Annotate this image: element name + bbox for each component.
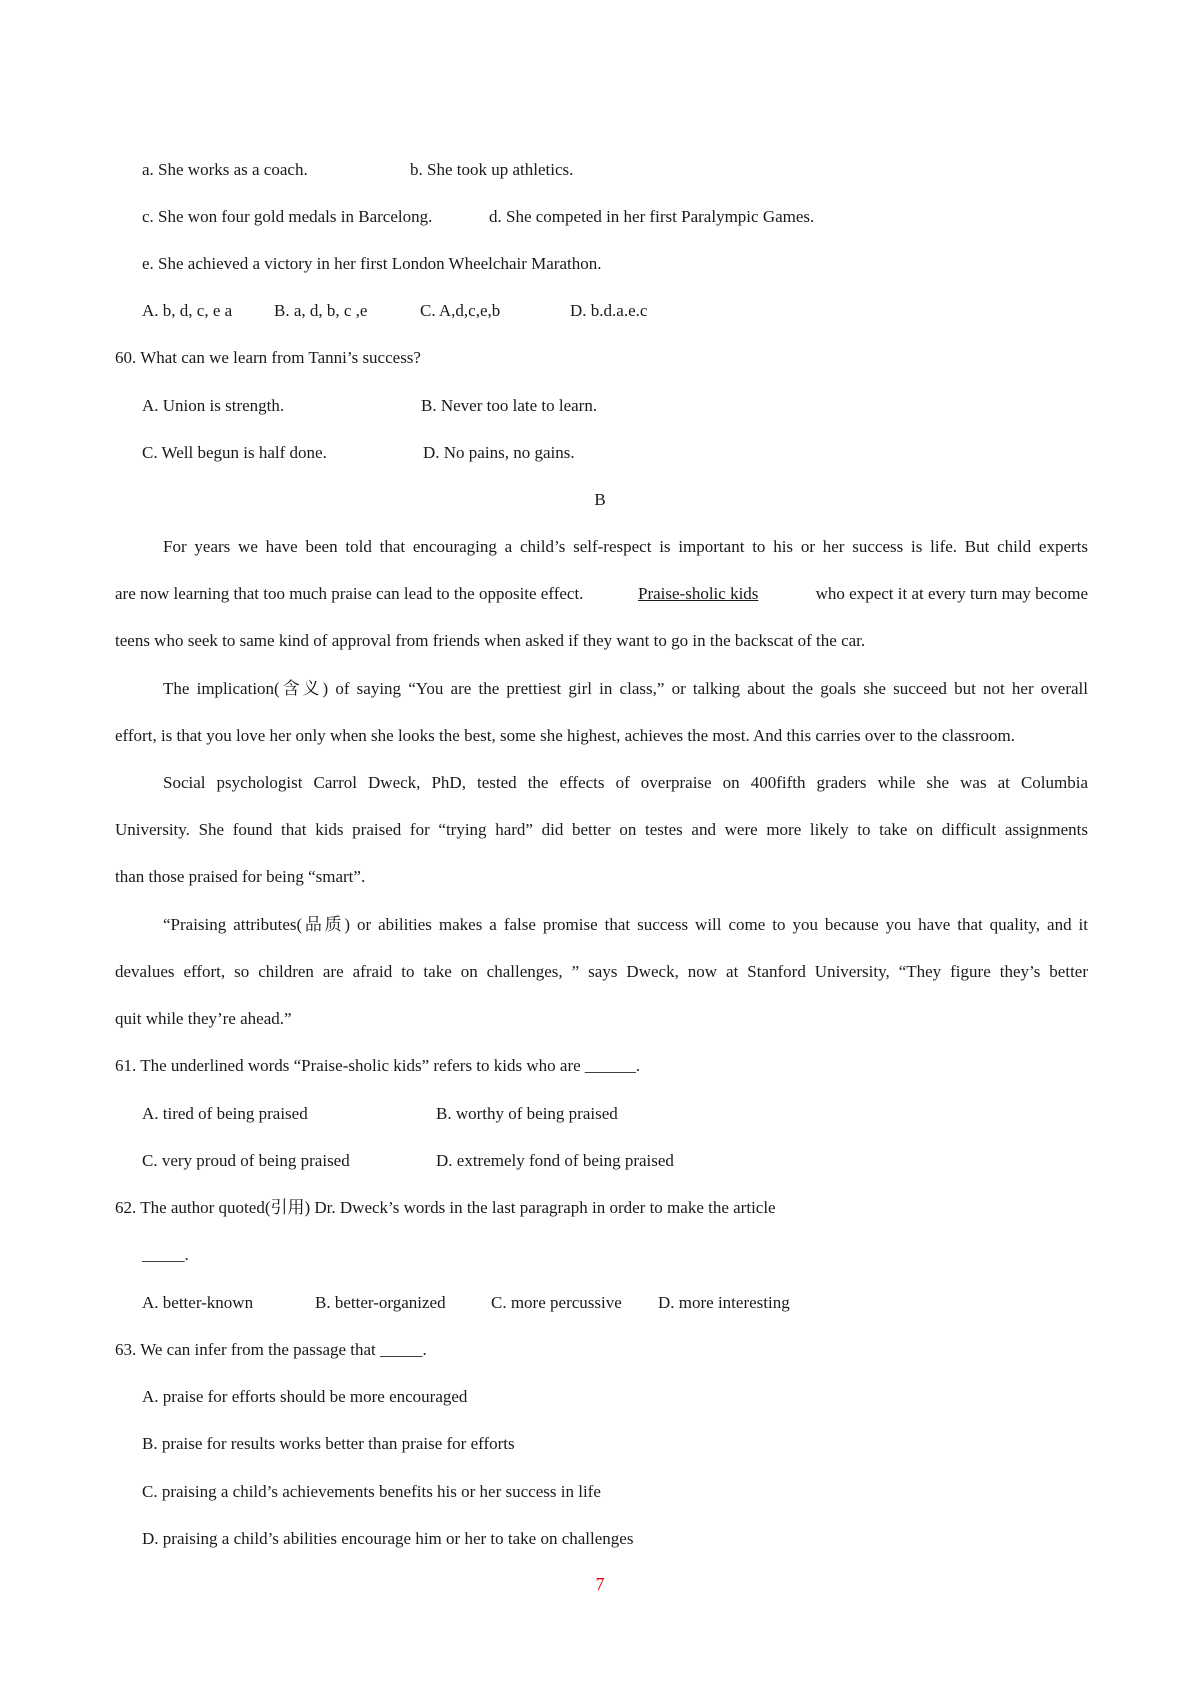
q63-option-c: C. praising a child’s achievements benefits his or her success in life [142, 1482, 601, 1501]
passage-p4-line2: devalues effort, so children are afraid to take on challenges, ” says Dweck, now at Stanford University, “They figure they’s better [115, 962, 1088, 981]
q59-event-c: c. She won four gold medals in Barcelong. [142, 207, 433, 226]
q59-event-a: a. She works as a coach. [142, 160, 308, 179]
passage-p2-line2: effort, is that you love her only when she looks the best, some she highest, achieves the most. And this carries over to the classroom. [115, 726, 1016, 745]
passage-p3-line2: University. She found that kids praised for “trying hard” did better on testes and were more likely to take on difficult assignments [115, 820, 1088, 839]
passage-p1-line1: For years we have been told that encouraging a child’s self-respect is important to his or her success is life. But child experts [163, 537, 1088, 556]
q59-option-a: A. b, d, c, e a [142, 301, 233, 320]
passage-p3-line3: than those praised for being “smart”. [115, 867, 366, 886]
q62-option-b: B. better-organized [315, 1293, 446, 1312]
q59-event-e: e. She achieved a victory in her first London Wheelchair Marathon. [142, 254, 602, 273]
q60-option-b: B. Never too late to learn. [421, 396, 598, 415]
q61-option-d: D. extremely fond of being praised [436, 1151, 674, 1170]
q61-question: 61. The underlined words “Praise-sholic kids” refers to kids who are ______. [115, 1056, 641, 1075]
q62-option-d: D. more interesting [658, 1293, 790, 1312]
q60-option-d: D. No pains, no gains. [423, 443, 575, 462]
passage-p4-line1: “Praising attributes(品质) or abilities makes a false promise that success will come to you because you have that quality, and it [163, 915, 1088, 934]
section-label: B [594, 490, 606, 509]
passage-p4-line3: quit while they’re ahead.” [115, 1009, 292, 1028]
underlined-phrase: Praise-sholic kids [638, 584, 759, 603]
passage-p1-line2-before: are now learning that too much praise can lead to the opposite effect. [115, 584, 584, 603]
passage-p1-line3: teens who seek to same kind of approval from friends when asked if they want to go in the backscat of the car. [115, 631, 866, 650]
q60-option-a: A. Union is strength. [142, 396, 285, 415]
q62-option-a: A. better-known [142, 1293, 254, 1312]
passage-p2-line1: The implication(含义) of saying “You are the prettiest girl in class,” or talking about the goals she succeed but not her overall [163, 679, 1088, 698]
q59-option-b: B. a, d, b, c ,e [274, 301, 368, 320]
q59-event-d: d. She competed in her first Paralympic Games. [489, 207, 815, 226]
q59-event-b: b. She took up athletics. [410, 160, 574, 179]
q61-option-a: A. tired of being praised [142, 1104, 308, 1123]
q62-blank: _____. [142, 1245, 189, 1264]
page-number: 7 [595, 1574, 605, 1594]
q59-option-c: C. A,d,c,e,b [420, 301, 501, 320]
passage-p3-line1: Social psychologist Carrol Dweck, PhD, tested the effects of overpraise on 400fifth graders while she was at Columbia [163, 773, 1088, 792]
q63-option-a: A. praise for efforts should be more encouraged [142, 1387, 468, 1406]
q60-option-c: C. Well begun is half done. [142, 443, 327, 462]
q59-option-d: D. b.d.a.e.c [570, 301, 648, 320]
q63-option-b: B. praise for results works better than praise for efforts [142, 1434, 515, 1453]
q63-question: 63. We can infer from the passage that _____. [115, 1340, 427, 1359]
q61-option-b: B. worthy of being praised [436, 1104, 618, 1123]
passage-p1-line2 [115, 584, 1088, 604]
q61-option-c: C. very proud of being praised [142, 1151, 350, 1170]
passage-p1-line2-after: who expect it at every turn may become [815, 584, 1088, 603]
q60-question: 60. What can we learn from Tanni’s success? [115, 348, 421, 367]
q63-option-d: D. praising a child’s abilities encourage him or her to take on challenges [142, 1529, 634, 1548]
q62-option-c: C. more percussive [491, 1293, 622, 1312]
q62-question: 62. The author quoted(引用) Dr. Dweck’s words in the last paragraph in order to make the article [115, 1198, 776, 1217]
